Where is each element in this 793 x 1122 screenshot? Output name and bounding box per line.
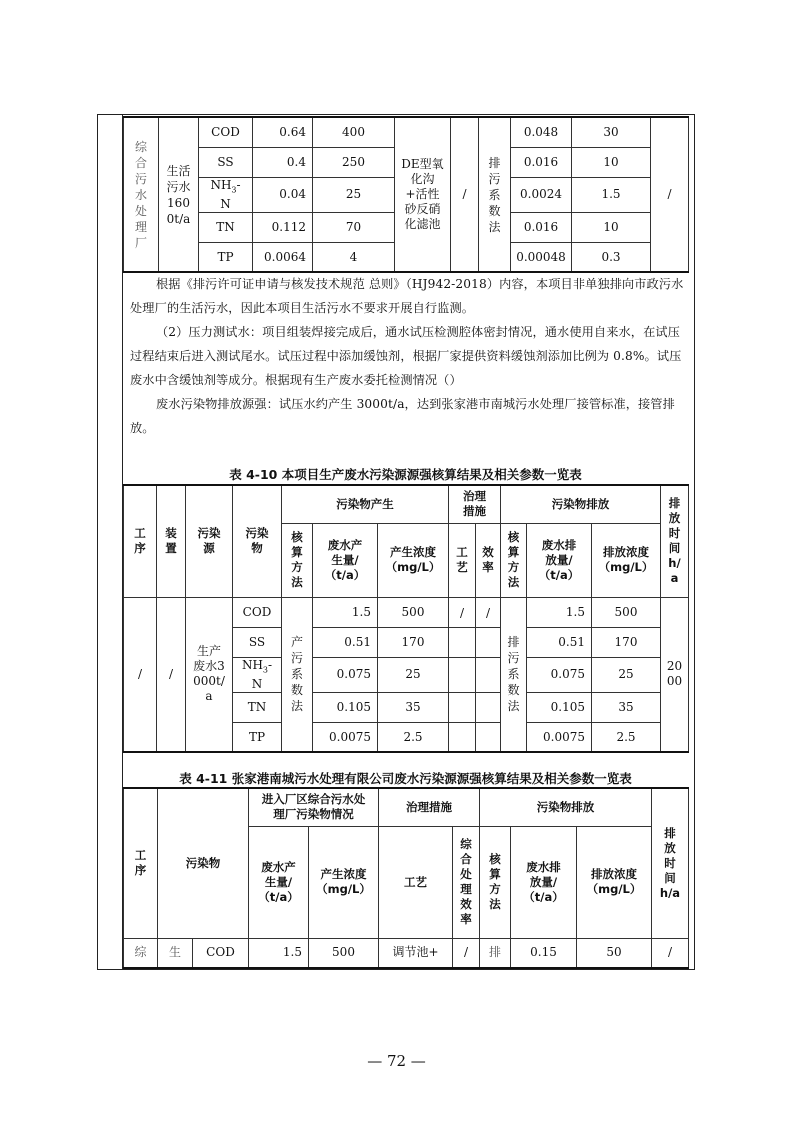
header-dis-conc-text: 排放浓度（mg/L） xyxy=(586,867,642,896)
gen-conc-cell: 25 xyxy=(313,177,395,212)
header-treatment: 治理措施 xyxy=(379,788,480,826)
header-hours-text: 排放时间h/a xyxy=(668,496,681,586)
header-efficiency xyxy=(476,523,501,597)
dis-qty-cell: 0.105 xyxy=(527,692,592,722)
pollutant-cell: SS xyxy=(233,627,282,657)
dis-method-cell: 排 xyxy=(480,938,511,968)
header-gen-qty xyxy=(249,826,309,938)
dis-conc-cell: 2.5 xyxy=(592,722,661,752)
header-treatment xyxy=(449,485,501,523)
dis-qty-cell: 0.016 xyxy=(511,212,572,242)
dis-qty-cell: 0.15 xyxy=(511,938,577,968)
table-row xyxy=(124,117,689,147)
efficiency-cell-empty xyxy=(476,657,501,692)
dis-conc-cell: 0.3 xyxy=(572,242,651,272)
process-cell: / xyxy=(124,597,157,752)
header-dis-qty xyxy=(527,523,592,597)
dis-qty-cell: 0.016 xyxy=(511,147,572,177)
paragraph-pressure-test: （2）压力测试水：项目组装焊接完成后，通水试压检测腔体密封情况，通水使用自来水，在试压过程结束后进入测试尾水。试压过程中添加缓蚀剂，根据厂家提供资料缓蚀剂添加比例为 0.8%。试压废水中含缓蚀剂等成分。根据现有生产废水委托检测情况（） xyxy=(130,325,682,387)
gen-qty-cell: 0.64 xyxy=(253,117,313,147)
header-hours xyxy=(661,485,689,597)
last-cell: / xyxy=(651,117,689,272)
pollutant-cell: TP xyxy=(199,242,253,272)
gen-qty-cell: 1.5 xyxy=(313,597,378,627)
header-discharge: 污染物排放 xyxy=(480,788,652,826)
dis-qty-cell: 0.51 xyxy=(527,627,592,657)
table-row xyxy=(124,597,689,627)
header-device xyxy=(157,485,186,597)
source-cell xyxy=(186,597,233,752)
header-craft: 工艺 xyxy=(379,826,453,938)
gen-qty-cell: 0.075 xyxy=(313,657,378,692)
pollutant-cell: COD xyxy=(233,597,282,627)
dis-method-text: 排污系数法 xyxy=(507,635,520,714)
facility-cell xyxy=(124,117,159,272)
gen-qty-cell: 0.4 xyxy=(253,147,313,177)
efficiency-cell: / xyxy=(451,117,479,272)
header-dis-method xyxy=(480,826,511,938)
dis-qty-cell: 0.075 xyxy=(527,657,592,692)
header-treatment-text: 治理措施 xyxy=(463,489,486,519)
dis-conc-cell: 170 xyxy=(592,627,661,657)
header-craft xyxy=(449,523,476,597)
dis-qty-cell: 0.00048 xyxy=(511,242,572,272)
craft-cell-empty xyxy=(449,692,476,722)
dis-conc-cell: 30 xyxy=(572,117,651,147)
dis-method-cell xyxy=(501,597,527,752)
gen-method-cell xyxy=(282,597,313,752)
dis-qty-cell: 0.0024 xyxy=(511,177,572,212)
efficiency-cell: / xyxy=(453,938,480,968)
gen-conc-cell: 35 xyxy=(378,692,449,722)
pollutant-cell: TN xyxy=(199,212,253,242)
gen-qty-cell: 1.5 xyxy=(249,938,309,968)
header-gen-qty-text: 废水产生量/（t/a） xyxy=(324,537,366,582)
efficiency-cell-empty xyxy=(476,692,501,722)
header-dis-conc xyxy=(592,523,661,597)
craft-cell-empty xyxy=(449,627,476,657)
header-efficiency xyxy=(453,826,480,938)
header-process xyxy=(124,788,158,938)
header-gen-qty xyxy=(313,523,378,597)
table-410 xyxy=(123,484,689,753)
header-dis-qty-text: 废水排放量/（t/a） xyxy=(523,859,564,904)
header-inflow-text: 进入厂区综合污水处理厂污染物情况 xyxy=(261,792,366,822)
gen-qty-cell: 0.0064 xyxy=(253,242,313,272)
efficiency-cell-empty xyxy=(476,627,501,657)
dis-conc-cell: 10 xyxy=(572,212,651,242)
gen-qty-cell: 0.112 xyxy=(253,212,313,242)
pollutant-cell: $NH_3-$ N xyxy=(233,657,282,692)
header-source-text: 污染源 xyxy=(197,526,221,556)
dis-qty-cell: 0.048 xyxy=(511,117,572,147)
header-inflow xyxy=(249,788,379,826)
gen-conc-cell: 4 xyxy=(313,242,395,272)
gen-qty-cell: 0.0075 xyxy=(313,722,378,752)
source-cell: 生 xyxy=(158,938,193,968)
treatment-text: DE型氧化沟+活性砂反硝化滤池 xyxy=(401,157,444,232)
header-hours xyxy=(652,788,689,938)
table-411 xyxy=(123,787,689,969)
header-pollutant: 污染物 xyxy=(158,788,249,938)
dis-conc-cell: 10 xyxy=(572,147,651,177)
header-dis-conc-text: 排放浓度（mg/L） xyxy=(598,545,654,574)
gen-conc-cell: 25 xyxy=(378,657,449,692)
dis-conc-cell: 50 xyxy=(577,938,652,968)
table-row xyxy=(124,938,689,968)
craft-cell-empty xyxy=(449,722,476,752)
pollutant-cell: $NH_3-$ N xyxy=(199,177,253,212)
page-number: — 72 — xyxy=(367,1052,426,1070)
process-cell: 综 xyxy=(124,938,158,968)
hours-text: 2000 xyxy=(666,659,683,689)
header-row xyxy=(124,788,689,826)
dis-qty-cell: 0.0075 xyxy=(527,722,592,752)
header-dis-qty xyxy=(511,826,577,938)
gen-conc-cell: 500 xyxy=(309,938,379,968)
header-efficiency-text: 综合处理效率 xyxy=(460,837,472,926)
gen-qty-cell: 0.04 xyxy=(253,177,313,212)
header-generation: 污染物产生 xyxy=(282,485,449,523)
pollutant-cell: TN xyxy=(233,692,282,722)
header-source xyxy=(186,485,233,597)
efficiency-cell-empty xyxy=(476,722,501,752)
header-dis-method-text: 核算方法 xyxy=(507,530,520,589)
method-cell xyxy=(479,117,511,272)
header-process xyxy=(124,485,157,597)
dis-conc-cell: 500 xyxy=(592,597,661,627)
pollutant-cell: COD xyxy=(199,117,253,147)
dis-qty-cell: 1.5 xyxy=(527,597,592,627)
gen-conc-cell: 250 xyxy=(313,147,395,177)
gen-method-text: 产污系数法 xyxy=(290,635,303,714)
pollutant-cell: TP xyxy=(233,722,282,752)
craft-cell-empty xyxy=(449,657,476,692)
craft-cell: 调节池+ xyxy=(379,938,453,968)
header-row xyxy=(124,485,689,523)
header-dis-method-text: 核算方法 xyxy=(489,852,501,911)
header-hours-text: 排放时间h/a xyxy=(659,825,681,900)
dis-conc-cell: 1.5 xyxy=(572,177,651,212)
gen-conc-cell: 2.5 xyxy=(378,722,449,752)
hours-cell: / xyxy=(652,938,689,968)
dis-conc-cell: 25 xyxy=(592,657,661,692)
header-gen-conc xyxy=(378,523,449,597)
method-text: 排污系数法 xyxy=(488,155,501,234)
header-gen-qty-text: 废水产生量/（t/a） xyxy=(258,859,299,904)
table-410-caption: 表 4-10 本项目生产废水污染源源强核算结果及相关参数一览表 xyxy=(229,467,582,482)
craft-cell: / xyxy=(449,597,476,627)
treatment-cell xyxy=(395,117,451,272)
header-device-text: 装置 xyxy=(165,526,177,556)
gen-conc-cell: 400 xyxy=(313,117,395,147)
header-efficiency-text: 效率 xyxy=(482,545,494,574)
source-cell xyxy=(159,117,199,272)
gen-conc-cell: 70 xyxy=(313,212,395,242)
header-gen-conc xyxy=(309,826,379,938)
source-text: 生活污水1600t/a xyxy=(166,163,191,226)
gen-qty-cell: 0.105 xyxy=(313,692,378,722)
header-gen-method xyxy=(282,523,313,597)
pollutant-cell: SS xyxy=(199,147,253,177)
pollutant-cell: COD xyxy=(193,938,249,968)
header-gen-conc-text: 产生浓度（mg/L） xyxy=(385,545,441,574)
dis-conc-cell: 35 xyxy=(592,692,661,722)
paragraph-permit-standard: 根据《排污许可证申请与核发技术规范 总则》（HJ942-2018）内容，本项目非单独排向市政污水处理厂的生活污水，因此本项目生活污水不要求开展自行监测。 xyxy=(130,277,684,315)
table-domestic-wastewater xyxy=(123,116,689,273)
gen-qty-cell: 0.51 xyxy=(313,627,378,657)
gen-conc-cell: 500 xyxy=(378,597,449,627)
header-dis-conc xyxy=(577,826,652,938)
table-411-caption: 表 4-11 张家港南城污水处理有限公司废水污染源源强核算结果及相关参数一览表 xyxy=(179,771,632,786)
header-pollutant xyxy=(233,485,282,597)
efficiency-cell: / xyxy=(476,597,501,627)
header-craft-text: 工艺 xyxy=(456,545,468,574)
facility-text: 综合污水处理厂 xyxy=(134,139,147,250)
paragraph-discharge-strength: 废水污染物排放源强：试压水约产生 3000t/a，达到张家港市南城污水处理厂接管标准，接管排放。 xyxy=(130,397,675,435)
hours-cell xyxy=(661,597,689,752)
device-cell: / xyxy=(157,597,186,752)
header-discharge: 污染物排放 xyxy=(501,485,661,523)
header-pollutant-text: 污染物 xyxy=(245,526,269,556)
header-gen-conc-text: 产生浓度（mg/L） xyxy=(316,867,371,896)
header-process-text: 工序 xyxy=(134,526,146,556)
header-dis-method xyxy=(501,523,527,597)
header-dis-qty-text: 废水排放量/（t/a） xyxy=(538,537,580,582)
header-process-text: 工序 xyxy=(134,848,147,878)
gen-conc-cell: 170 xyxy=(378,627,449,657)
header-gen-method-text: 核算方法 xyxy=(291,530,303,589)
source-text: 生产废水3000t/a xyxy=(193,644,225,704)
